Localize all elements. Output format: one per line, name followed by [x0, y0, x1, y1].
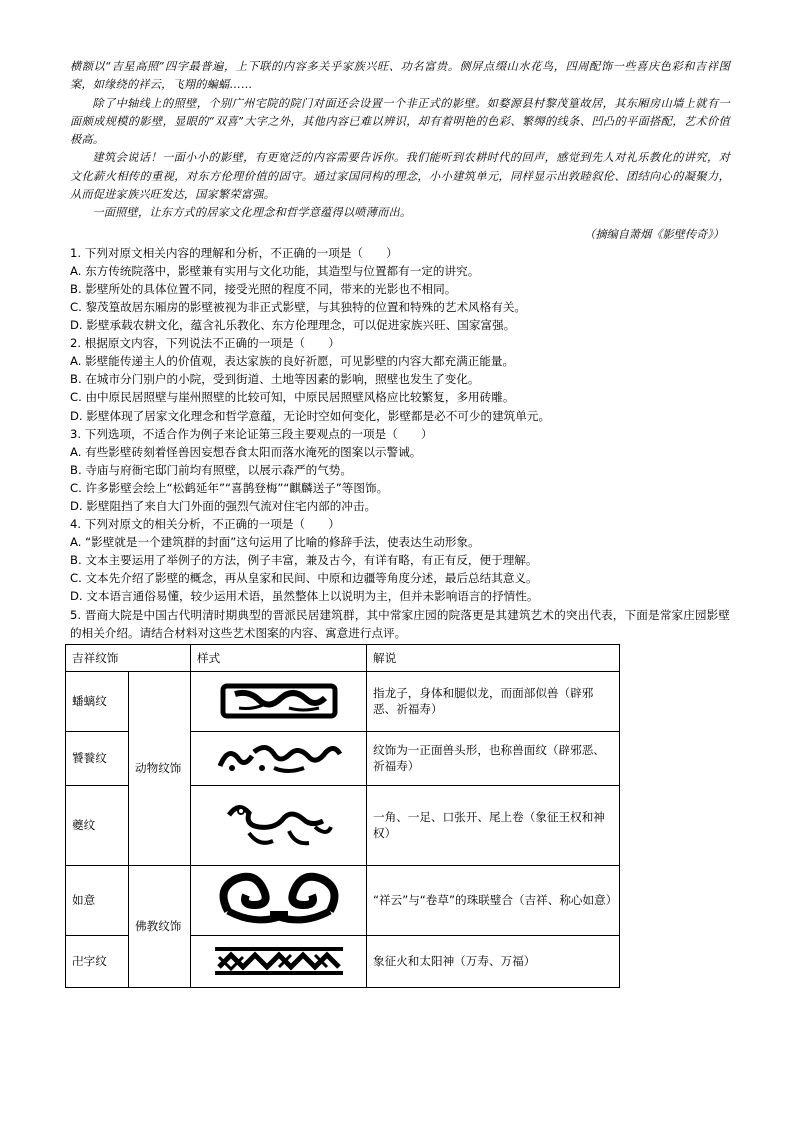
question-stem: 4. 下列对原文的相关分析，不正确的一项是（ ） [70, 517, 340, 532]
question-option: C. 黎茂篁故居东厢房的影壁被视为非正式影壁，与其独特的位置和特殊的艺术风格有关。 [70, 299, 527, 314]
ornament-desc: 一角、一足、口张开、尾上卷（象征王权和神权） [367, 785, 620, 865]
panchi-pattern-image [191, 671, 367, 731]
question-option: A. “影壁就是一个建筑群的封面”这句运用了比喻的修辞手法，使表达生动形象。 [70, 535, 480, 550]
question-stem: 3. 下列选项，不适合作为例子来论证第三段主要观点的一项是（ ） [70, 426, 433, 441]
question-4 [70, 515, 730, 605]
wanzi-pattern-image [191, 935, 367, 987]
question-option: A. 影壁能传递主人的价值观，表达家族的良好祈愿，可见影壁的内容大都充满正能量。 [70, 354, 515, 369]
question-option: A. 东方传统院落中，影壁兼有实用与文化功能，其造型与位置都有一定的讲究。 [70, 263, 480, 278]
question-option: D. 文本语言通俗易懂，较少运用术语，虽然整体上以说明为主，但并未影响语言的抒情性。 [70, 589, 539, 604]
passage-source: （摘编自萧烟《影壁传奇》） [584, 227, 724, 241]
question-3 [70, 425, 730, 515]
ornament-name: 如意 [66, 865, 129, 935]
table-header-cell: 解说 [367, 644, 620, 671]
question-option: C. 由中原民居照壁与崖州照壁的比较可知，中原民居照壁风格应比较繁复，多用砖雕。 [70, 390, 515, 405]
question-option: B. 寺庙与府衙宅邸门前均有照壁，以展示森严的气势。 [70, 462, 352, 477]
ornament-desc: 指龙子，身体和腿似龙，而面部似兽（辟邪恶、祈福寿） [367, 671, 620, 731]
question-stem: 1. 下列对原文相关内容的理解和分析，不正确的一项是（ ） [70, 245, 398, 260]
ornament-name: 蟠螭纹 [66, 671, 129, 731]
question-option: A. 有些影壁砖刻着怪兽因妄想吞食太阳而落水淹死的图案以示警诫。 [70, 444, 422, 459]
ornament-desc: 纹饰为一正面兽头形，也称兽面纹（辟邪恶、祈福寿） [367, 731, 620, 785]
table-row [66, 865, 620, 935]
kui-pattern-image [191, 785, 367, 865]
ornament-name: 卍字纹 [66, 935, 129, 987]
question-option: C. 许多影壁会绘上“松鹤延年”“喜鹊登梅”“麒麟送子”等图饰。 [70, 480, 389, 495]
ornament-name: 夔纹 [66, 785, 129, 865]
question-option: B. 文本主要运用了举例子的方法，例子丰富，兼及古今，有详有略，有正有反，便于理解。 [70, 553, 538, 568]
question-2 [70, 334, 730, 424]
question-option: D. 影壁阻挡了来自大门外面的强烈气流对住宅内部的冲击。 [70, 498, 377, 513]
taotie-pattern-image [191, 731, 367, 785]
ornament-table [65, 644, 620, 988]
ornament-group: 动物纹饰 [129, 671, 191, 865]
document-page [70, 58, 730, 988]
question-option: D. 影壁承载农耕文化，蕴含礼乐教化、东方伦理理念，可以促进家族兴旺、国家富强。 [70, 318, 516, 333]
ruyi-pattern-image [191, 865, 367, 935]
passage-paragraph: 除了中轴线上的照壁，个别广州宅院的院门对面还会设置一个非正式的影壁。如婺源县村黎茂篁故居，其东厢房山墙上就有一面颇成规模的影壁，显眼的“双喜”大字之外，其他内容已难以辨识，却有着明艳的色彩、繁缛的线条、凹凸的平面搭配，艺术价值极高。 [70, 96, 730, 147]
ornament-desc: “祥云”与“卷草”的珠联璧合（吉祥、称心如意） [367, 865, 620, 935]
question-option: C. 文本先介绍了影壁的概念，再从皇家和民间、中原和边疆等角度分述，最后总结其意义。 [70, 571, 538, 586]
table-header-cell: 样式 [191, 644, 367, 671]
table-row [66, 671, 620, 731]
passage-paragraph: 一面照壁，让东方式的居家文化理念和哲学意蕴得以喷薄而出。 [92, 206, 412, 220]
table-header-row [66, 644, 620, 671]
ornament-name: 饕餮纹 [66, 731, 129, 785]
question-5-stem: 5. 晋商大院是中国古代明清时期典型的晋派民居建筑群，其中常家庄园的院落更是其建筑艺术的突出代表，下面是常家庄园影壁的相关介绍。请结合材料对这些艺术图案的内容、寓意进行点评。 [70, 607, 730, 640]
ornament-group: 佛教纹饰 [129, 865, 191, 987]
question-option: D. 影壁体现了居家文化理念和哲学意蕴，无论时空如何变化，影壁都是必不可少的建筑单元。 [70, 408, 551, 423]
table-header-cell: 吉祥纹饰 [66, 644, 191, 671]
ornament-desc: 象征火和太阳神（万寿、万福） [367, 935, 620, 987]
question-option: B. 影壁所处的具体位置不同，接受光照的程度不同，带来的光影也不相同。 [70, 281, 457, 296]
question-stem: 2. 根据原文内容，下列说法不正确的一项是（ ） [70, 336, 340, 351]
question-1 [70, 244, 730, 334]
question-option: B. 在城市分门别户的小院，受到街道、土地等因素的影响，照壁也发生了变化。 [70, 372, 480, 387]
passage-paragraph: 横额以“吉星高照”四字最普遍，上下联的内容多关乎家族兴旺、功名富贵。侧屏点缀山水花鸟，四周配饰一些喜庆色彩和吉祥图案，如缘绕的祥云，飞翔的蝙蝠…… [70, 60, 730, 92]
passage-paragraph: 建筑会说话！一面小小的影壁，有更宽泛的内容需要告诉你。我们能听到农耕时代的回声，感觉到先人对礼乐教化的讲究，对文化薪火相传的重视，对东方伦理价值的固守。通过家国同构的理念，小小建筑单元，同样显示出敦睦叙伦、团结向心的凝聚力，从而促进家族兴旺发达，国家繁荣富强。 [70, 151, 730, 202]
